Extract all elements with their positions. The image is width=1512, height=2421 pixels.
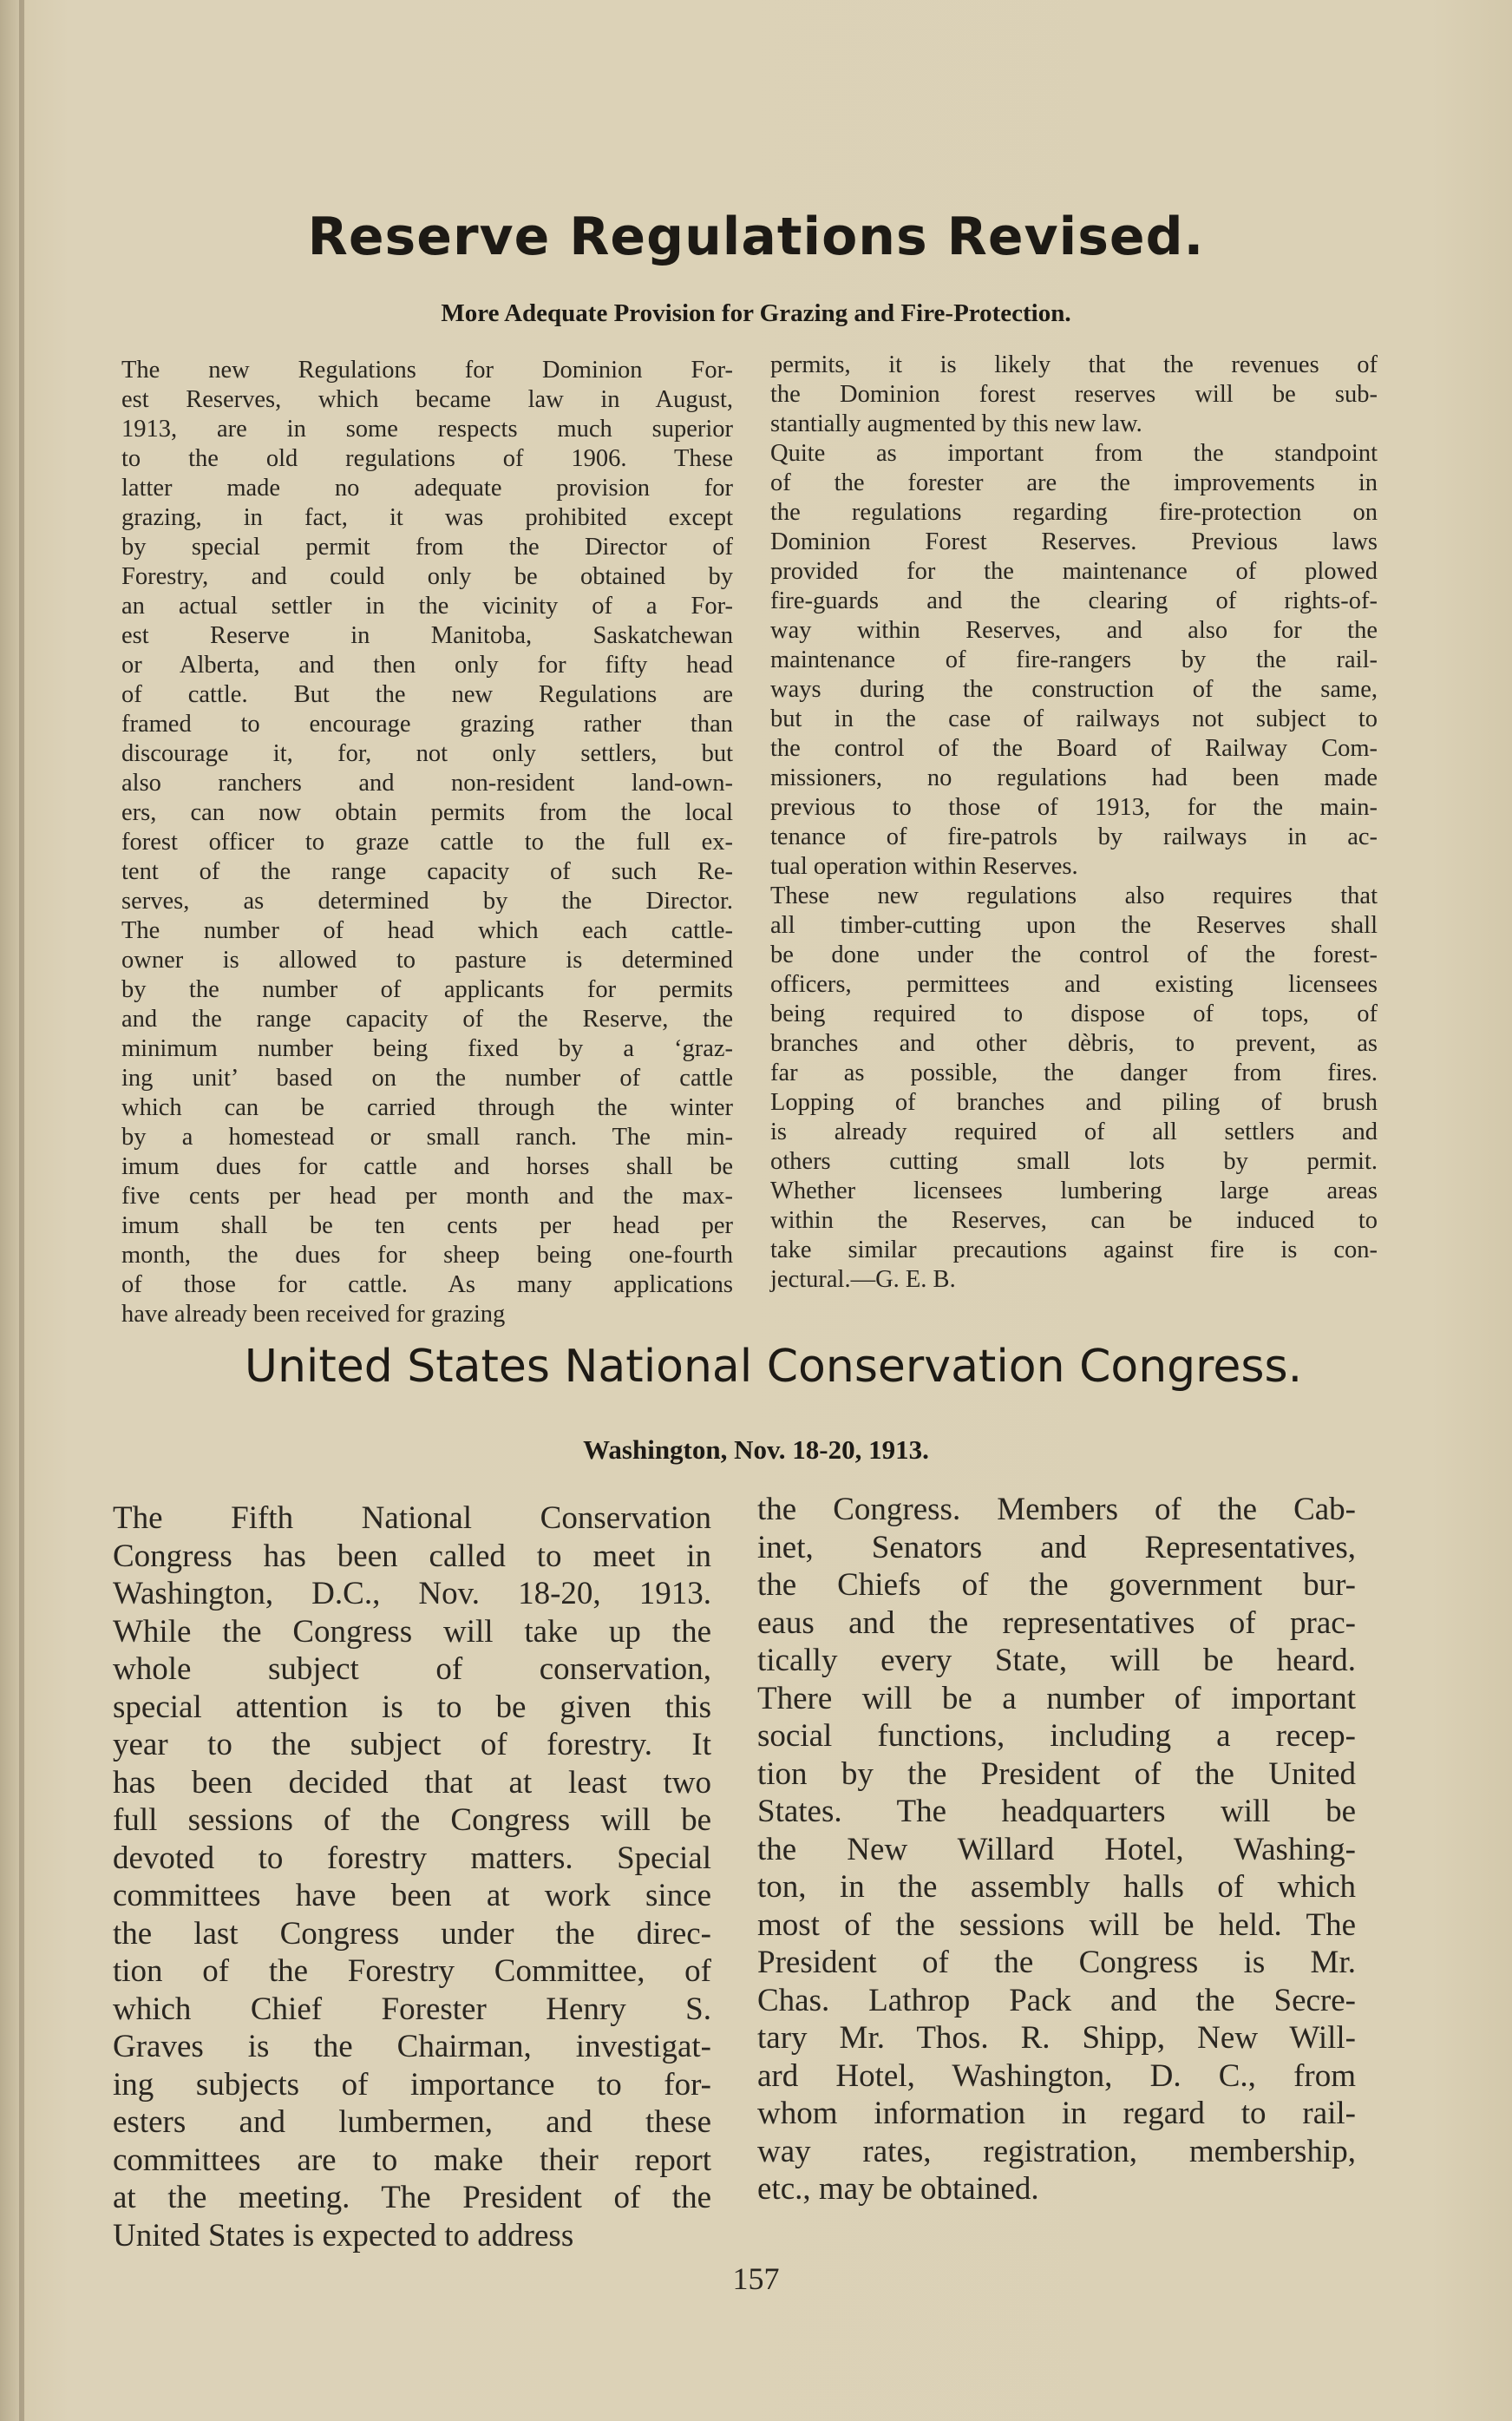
text-line: maintenance of fire-rangers by the rail- (770, 646, 1378, 673)
text-line: is already required of all settlers and (770, 1119, 1378, 1145)
text-line: The number of head which each cattle- (121, 917, 733, 944)
text-line: special attention is to be given this (113, 1689, 711, 1725)
text-line: committees are to make their report (113, 2142, 711, 2178)
text-line: the Chiefs of the government bur- (757, 1567, 1356, 1603)
text-line: imum dues for cattle and horses shall be (121, 1153, 733, 1180)
text-line: Congress has been called to meet in (113, 1538, 711, 1574)
text-line: ing subjects of importance to for- (113, 2066, 711, 2103)
text-line: Graves is the Chairman, investigat- (113, 2029, 711, 2064)
text-line: others cutting small lots by permit. (770, 1148, 1378, 1175)
text-line: which can be carried through the winter (121, 1094, 733, 1121)
text-line: discourage it, for, not only settlers, but (121, 740, 733, 767)
text-line: be done under the control of the forest- (770, 942, 1378, 968)
text-line: most of the sessions will be held. The (757, 1906, 1356, 1943)
text-line: The new Regulations for Dominion For- (121, 357, 733, 384)
text-line: tion of the Forestry Committee, of (113, 1953, 711, 1989)
article1-column-2 (770, 351, 1378, 1295)
text-line: of the forester are the improvements in (770, 469, 1378, 496)
text-line: month, the dues for sheep being one-fourth (121, 1242, 733, 1269)
text-line: all timber-cutting upon the Reserves shall (770, 912, 1378, 939)
article2-title: United States National Conservation Congress. (244, 1341, 1303, 1393)
text-line: fire-guards and the clearing of rights-of- (770, 587, 1378, 614)
text-line: President of the Congress is Mr. (757, 1945, 1356, 1980)
text-line: grazing, in fact, it was prohibited except (121, 504, 733, 531)
text-line: of cattle. But the new Regulations are (121, 681, 733, 708)
text-line: States. The headquarters will be (757, 1794, 1356, 1829)
text-line: missioners, no regulations had been made (770, 764, 1378, 791)
text-line: Washington, D.C., Nov. 18-20, 1913. (113, 1576, 711, 1611)
text-line: by special permit from the Director of (121, 534, 733, 561)
text-line: provided for the maintenance of plowed (770, 558, 1378, 585)
text-line: tenance of fire-patrols by railways in ac- (770, 823, 1378, 850)
text-line: previous to those of 1913, for the main- (770, 794, 1378, 821)
text-line: by a homestead or small ranch. The min- (121, 1124, 733, 1151)
text-line: being required to dispose of tops, of (770, 1001, 1378, 1027)
text-line: latter made no adequate provision for (121, 475, 733, 502)
article2-column-1 (113, 1499, 711, 2254)
text-line: tion by the President of the United (757, 1755, 1356, 1792)
text-line: an actual settler in the vicinity of a For- (121, 593, 733, 620)
text-line: committees have been at work since (113, 1878, 711, 1913)
text-line: by the number of applicants for permits (121, 976, 733, 1003)
text-line: tically every State, will be heard. (757, 1643, 1356, 1678)
text-line: imum shall be ten cents per head per (121, 1212, 733, 1239)
article1-title: Reserve Regulations Revised. (307, 207, 1205, 267)
text-line: far as possible, the danger from fires. (770, 1060, 1378, 1086)
text-line: minimum number being fixed by a ‘graz- (121, 1035, 733, 1062)
text-line: inet, Senators and Representatives, (757, 1529, 1356, 1565)
text-line: also ranchers and non-resident land-own- (121, 770, 733, 797)
text-line: full sessions of the Congress will be (113, 1802, 711, 1838)
page-number: 157 (732, 2261, 780, 2296)
text-line: Chas. Lathrop Pack and the Secre- (757, 1982, 1356, 2018)
text-line: 1913, are in some respects much superior (121, 416, 733, 443)
text-line: There will be a number of important (757, 1680, 1356, 1716)
text-line: est Reserve in Manitoba, Saskatchewan (121, 622, 733, 649)
text-line: but in the case of railways not subject to (770, 705, 1378, 732)
text-line: owner is allowed to pasture is determined (121, 947, 733, 974)
text-line: devoted to forestry matters. Special (113, 1840, 711, 1876)
text-line: of those for cattle. As many applications (121, 1271, 733, 1298)
text-line: permits, it is likely that the revenues of (770, 351, 1378, 378)
text-line: While the Congress will take up the (113, 1613, 711, 1650)
text-line: the Dominion forest reserves will be sub- (770, 381, 1378, 408)
text-line: framed to encourage grazing rather than (121, 711, 733, 738)
text-line: The Fifth National Conservation (113, 1500, 711, 1536)
text-line: at the meeting. The President of the (113, 2180, 711, 2215)
text-line: Dominion Forest Reserves. Previous laws (770, 528, 1378, 555)
text-line: whole subject of conservation, (113, 1651, 711, 1687)
text-line: Whether licensees lumbering large areas (770, 1178, 1378, 1204)
text-line: whom information in regard to rail- (757, 2096, 1356, 2131)
text-line: the last Congress under the direc- (113, 1915, 711, 1952)
text-line: and the range capacity of the Reserve, the (121, 1006, 733, 1033)
text-line: serves, as determined by the Director. (121, 888, 733, 915)
text-line: way rates, registration, membership, (757, 2133, 1356, 2169)
text-line: esters and lumbermen, and these (113, 2104, 711, 2140)
article1-subtitle: More Adequate Provision for Grazing and Fire-Protection. (441, 299, 1071, 327)
text-line: Quite as important from the standpoint (770, 440, 1378, 467)
text-line: eaus and the representatives of prac- (757, 1604, 1356, 1641)
article2-subtitle: Washington, Nov. 18-20, 1913. (583, 1434, 929, 1465)
text-line: est Reserves, which became law in August, (121, 386, 733, 413)
text-line: way within Reserves, and also for the (770, 617, 1378, 644)
text-line: five cents per head per month and the max- (121, 1183, 733, 1210)
text-line: branches and other dèbris, to prevent, as (770, 1030, 1378, 1057)
text-line: the regulations regarding fire-protection on (770, 499, 1378, 526)
text-line: tual operation within Reserves. (770, 853, 1078, 880)
text-line: the Congress. Members of the Cab- (757, 1492, 1356, 1527)
text-line: tent of the range capacity of such Re- (121, 858, 733, 885)
text-line: forest officer to graze cattle to the full ex- (121, 829, 733, 856)
text-line: Lopping of branches and piling of brush (770, 1089, 1378, 1116)
text-line: year to the subject of forestry. It (113, 1727, 711, 1762)
article2-column-2 (757, 1491, 1356, 2208)
text-line: Forestry, and could only be obtained by (121, 563, 733, 590)
text-line: ers, can now obtain permits from the local (121, 799, 733, 826)
text-line: United States is expected to address (113, 2217, 574, 2254)
text-line: ard Hotel, Washington, D. C., from (757, 2057, 1356, 2094)
text-line: ways during the construction of the same, (770, 676, 1378, 703)
text-line: ton, in the assembly halls of which (757, 1869, 1356, 1905)
text-line: jectural.—G. E. B. (770, 1266, 956, 1293)
text-line: or Alberta, and then only for fifty head (121, 652, 733, 679)
text-line: take similar precautions against fire is con- (770, 1237, 1378, 1263)
text-line: stantially augmented by this new law. (770, 410, 1142, 437)
text-line: tary Mr. Thos. R. Shipp, New Will- (757, 2020, 1356, 2056)
text-line: has been decided that at least two (113, 1764, 711, 1801)
binding-gutter (19, 0, 24, 2421)
text-line: These new regulations also requires that (770, 882, 1378, 909)
text-line: etc., may be obtained. (757, 2171, 1039, 2207)
text-line: officers, permittees and existing licensees (770, 971, 1378, 998)
text-line: the control of the Board of Railway Com- (770, 735, 1378, 762)
text-line: within the Reserves, can be induced to (770, 1207, 1378, 1234)
text-line: the New Willard Hotel, Washing- (757, 1831, 1356, 1867)
text-line: have already been received for grazing (121, 1301, 506, 1328)
article1-column-1 (121, 356, 733, 1329)
text-line: which Chief Forester Henry S. (113, 1991, 711, 2027)
text-line: social functions, including a recep- (757, 1718, 1356, 1754)
text-line: to the old regulations of 1906. These (121, 445, 733, 472)
text-line: ing unit’ based on the number of cattle (121, 1065, 733, 1092)
